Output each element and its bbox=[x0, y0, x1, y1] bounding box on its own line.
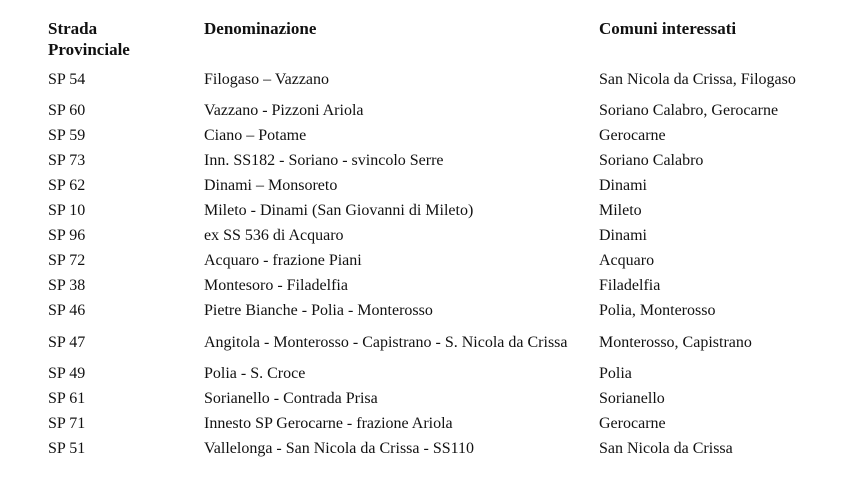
cell-strada: SP 96 bbox=[48, 227, 86, 244]
header-strada-line1: Strada bbox=[48, 19, 98, 38]
cell-denominazione: Filogaso – Vazzano bbox=[204, 70, 330, 88]
cell-denominazione: Pietre Bianche - Polia - Monterosso bbox=[204, 302, 433, 319]
cell-comuni: Dinami bbox=[599, 177, 647, 194]
cell-denominazione: Montesoro - Filadelfia bbox=[204, 277, 348, 294]
cell-denominazione: Ciano – Potame bbox=[204, 127, 307, 144]
cell-strada: SP 54 bbox=[48, 70, 86, 88]
table-row bbox=[48, 173, 848, 198]
cell-denominazione: Vazzano - Pizzoni Ariola bbox=[204, 102, 364, 119]
table-row bbox=[48, 60, 848, 98]
cell-comuni: Gerocarne bbox=[599, 415, 666, 432]
table-body bbox=[48, 60, 848, 461]
table-row bbox=[48, 411, 848, 436]
table-row bbox=[48, 123, 848, 148]
cell-comuni: Monterosso, Capistrano bbox=[599, 333, 752, 351]
cell-strada: SP 62 bbox=[48, 177, 86, 194]
cell-strada: SP 71 bbox=[48, 415, 86, 432]
table-row bbox=[48, 436, 848, 461]
cell-strada: SP 51 bbox=[48, 440, 86, 457]
cell-strada: SP 61 bbox=[48, 390, 86, 407]
header-comuni-interessati: Comuni interessati bbox=[599, 19, 737, 38]
cell-denominazione: Polia - S. Croce bbox=[204, 365, 306, 382]
cell-comuni: Soriano Calabro, Gerocarne bbox=[599, 102, 779, 119]
table-row bbox=[48, 223, 848, 248]
cell-comuni: Gerocarne bbox=[599, 127, 666, 144]
roads-table bbox=[48, 16, 848, 461]
cell-denominazione: Mileto - Dinami (San Giovanni di Mileto) bbox=[204, 202, 474, 219]
cell-strada: SP 47 bbox=[48, 333, 86, 351]
table-row bbox=[48, 248, 848, 273]
table-row bbox=[48, 273, 848, 298]
cell-denominazione: Inn. SS182 - Soriano - svincolo Serre bbox=[204, 152, 444, 169]
table-row bbox=[48, 361, 848, 386]
table-row bbox=[48, 198, 848, 223]
table-row bbox=[48, 298, 848, 323]
cell-comuni: Mileto bbox=[599, 202, 642, 219]
cell-comuni: San Nicola da Crissa, Filogaso bbox=[599, 70, 796, 88]
cell-denominazione: ex SS 536 di Acquaro bbox=[204, 227, 344, 244]
cell-denominazione: Angitola - Monterosso - Capistrano - S. Nicola da Crissa bbox=[204, 333, 568, 351]
cell-strada: SP 10 bbox=[48, 202, 86, 219]
cell-denominazione: Innesto SP Gerocarne - frazione Ariola bbox=[204, 415, 453, 432]
table-row bbox=[48, 98, 848, 123]
cell-comuni: Sorianello bbox=[599, 390, 665, 407]
cell-strada: SP 38 bbox=[48, 277, 86, 294]
header-denominazione: Denominazione bbox=[204, 19, 317, 38]
cell-denominazione: Dinami – Monsoreto bbox=[204, 177, 338, 194]
cell-strada: SP 49 bbox=[48, 365, 86, 382]
cell-denominazione: Sorianello - Contrada Prisa bbox=[204, 390, 378, 407]
cell-strada: SP 60 bbox=[48, 102, 86, 119]
cell-comuni: Polia bbox=[599, 365, 632, 382]
cell-comuni: San Nicola da Crissa bbox=[599, 440, 733, 457]
cell-strada: SP 59 bbox=[48, 127, 86, 144]
cell-denominazione: Acquaro - frazione Piani bbox=[204, 252, 362, 269]
cell-comuni: Soriano Calabro bbox=[599, 152, 704, 169]
cell-comuni: Filadelfia bbox=[599, 277, 661, 294]
cell-comuni: Acquaro bbox=[599, 252, 655, 269]
table-row bbox=[48, 323, 848, 361]
header-row bbox=[48, 16, 848, 60]
cell-strada: SP 72 bbox=[48, 252, 86, 269]
table-row bbox=[48, 148, 848, 173]
cell-strada: SP 46 bbox=[48, 302, 86, 319]
cell-strada: SP 73 bbox=[48, 152, 86, 169]
header-strada-provinciale bbox=[48, 16, 204, 60]
cell-comuni: Polia, Monterosso bbox=[599, 302, 716, 319]
cell-comuni: Dinami bbox=[599, 227, 647, 244]
header-strada-line2: Provinciale bbox=[48, 40, 130, 59]
cell-denominazione: Vallelonga - San Nicola da Crissa - SS110 bbox=[204, 440, 475, 457]
table-row bbox=[48, 386, 848, 411]
